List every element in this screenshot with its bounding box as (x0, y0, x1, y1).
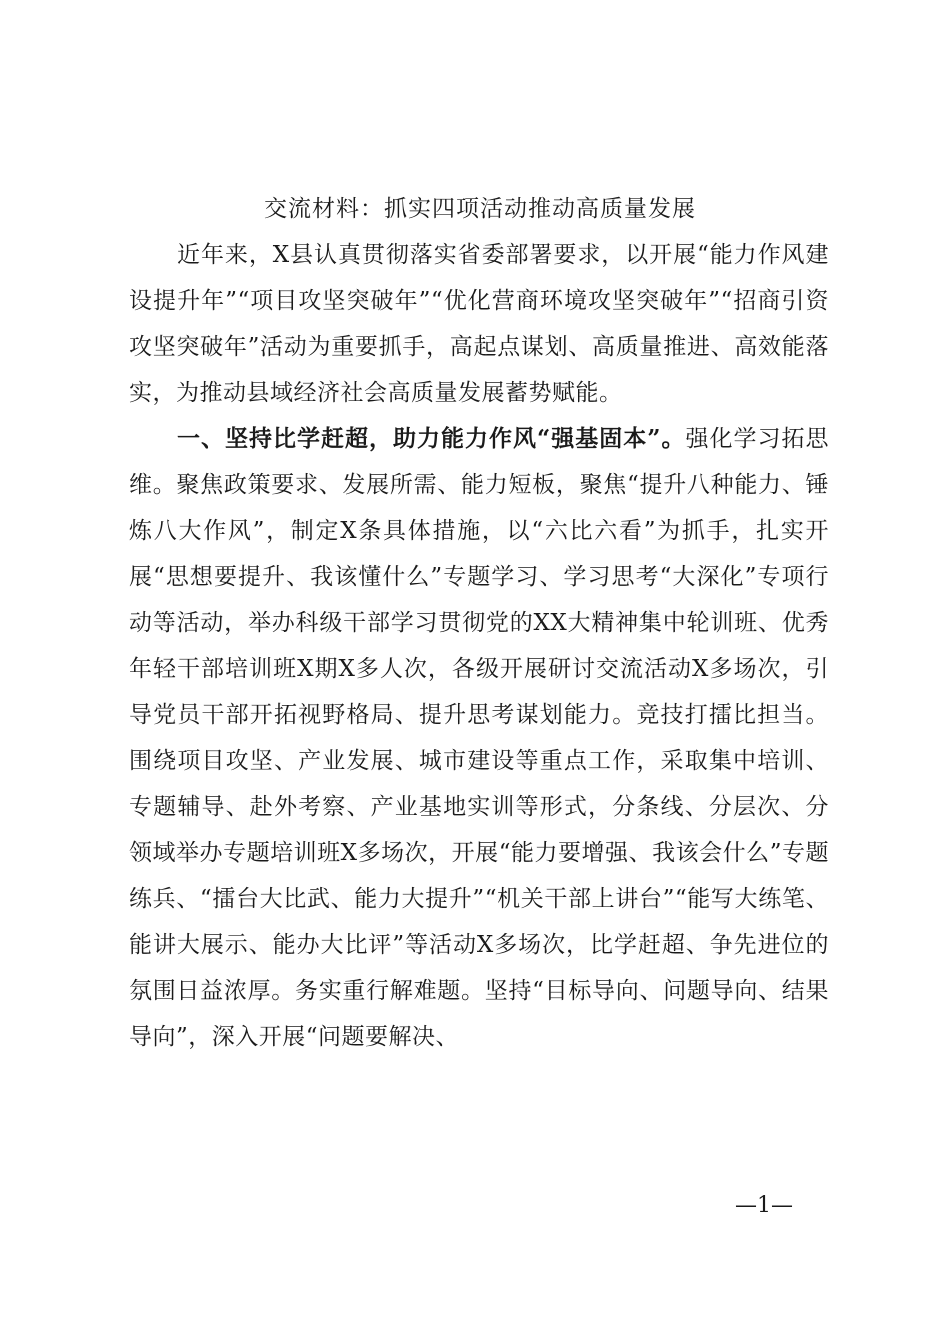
document-title: 交流材料：抓实四项活动推动高质量发展 (264, 196, 696, 222)
document-body (129, 232, 829, 1060)
section-1-paragraph (129, 416, 829, 1060)
section-1-heading: 一、坚持比学赶超，助力能力作风“强基固本”。 (177, 425, 686, 452)
intro-paragraph: 近年来，X县认真贯彻落实省委部署要求，以开展“能力作风建设提升年”“项目攻坚突破年”“优化营商环境攻坚突破年”“招商引资攻坚突破年”活动为重要抓手，高起点谋划、高质量推进、高效能落实，为推动县域经济社会高质量发展蓄势赋能。 (129, 242, 829, 406)
page-number: —1— (735, 1193, 793, 1218)
section-1-body: 强化学习拓思维。聚焦政策要求、发展所需、能力短板，聚焦“提升八种能力、锤炼八大作风”，制定X条具体措施，以“六比六看”为抓手，扎实开展“思想要提升、我该懂什么”专题学习、学习思考“大深化”专项行动等活动，举办科级干部学习贯彻党的XX大精神集中轮训班、优秀年轻干部培训班X期X多人次，各级开展研讨交流活动X多场次，引导党员干部开拓视野格局、提升思考谋划能力。竞技打擂比担当。围绕项目攻坚、产业发展、城市建设等重点工作，采取集中培训、专题辅导、赴外考察、产业基地实训等形式，分条线、分层次、分领域举办专题培训班X多场次，开展“能力要增强、我该会什么”专题练兵、“擂台大比武、能力大提升”“机关干部上讲台”“能写大练笔、能讲大展示、能办大比评”等活动X多场次，比学赶超、争先进位的氛围日益浓厚。务实重行解难题。坚持“目标导向、问题导向、结果导向”，深入开展“问题要解决、 (129, 426, 829, 1050)
